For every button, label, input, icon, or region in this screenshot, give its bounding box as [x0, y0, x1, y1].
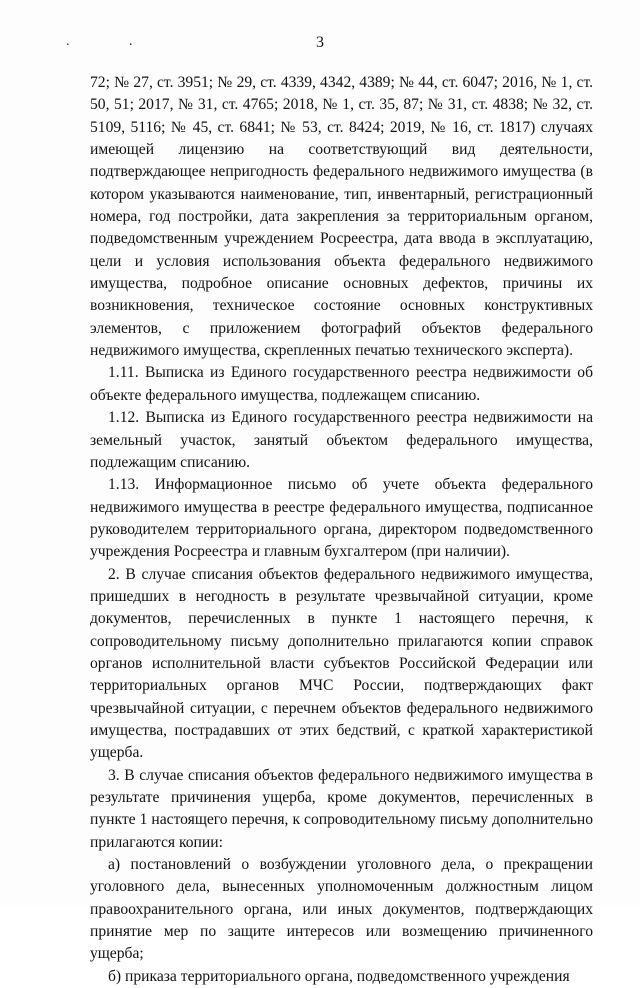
- scan-marks: . .: [66, 34, 161, 49]
- document-body: [90, 72, 593, 988]
- paragraph-continuation: 72; № 27, ст. 3951; № 29, ст. 4339, 4342, 4389; № 44, ст. 6047; 2016, № 1, ст. 50, 51; 2017, № 31, ст. 4765; 2018, № 1, ст. 35, 87; № 31, ст. 4838; № 32, ст. 5109, 5116; № 45, ст. 6841; № 53, ст. 8424; 2019, № 16, ст. 1817) случаях имеющей лицензию на соответствующий вид деятельности, подтверждающее непригодность федерального недвижимого имущества (в котором указываются наименование, тип, инвентарный, регистрационный номера, год постройки, дата закрепления за территориальным органом, подведомственным учреждением Росреестра, дата ввода в эксплуатацию, цели и условия использования объекта федерального недвижимого имущества, подробное описание основных дефектов, причины их возникновения, техническое состояние основных конструктивных элементов, с приложением фотографий объектов федерального недвижимого имущества, скрепленных печатью технического эксперта).: [90, 74, 593, 360]
- paragraph-3: 3. В случае списания объектов федерального недвижимого имущества в результате причинения ущерба, кроме документов, перечисленных в пункте 1 настоящего перечня, к сопроводительному письму дополнительно прилагаются копии:: [90, 766, 593, 851]
- paragraph-3-b: б) приказа территориального органа, подведомственного учреждения: [108, 967, 570, 985]
- page-number: 3: [316, 34, 324, 51]
- paragraph-1-11: 1.11. Выписка из Единого государственного реестра недвижимости об объекте федерального имущества, подлежащем списанию.: [90, 364, 593, 404]
- paragraph-3-a: а) постановлений о возбуждении уголовного дела, о прекращении уголовного дела, вынесенных уполномоченным должностным лицом правоохранительного органа, или иных документов, подтверждающих принятие мер по защите интересов или возмещению причиненного ущерба;: [90, 856, 593, 963]
- paragraph-1-12: 1.12. Выписка из Единого государственного реестра недвижимости на земельный участок, занятый объектом федерального имущества, подлежащим списанию.: [90, 409, 593, 471]
- paragraph-1-13: 1.13. Информационное письмо об учете объекта федерального недвижимого имущества в реестре федерального имущества, подписанное руководителем территориального органа, директором подведомственного учреждения Росреестра и главным бухгалтером (при наличии).: [90, 476, 593, 561]
- paragraph-2: 2. В случае списания объектов федерального недвижимого имущества, пришедших в негодность в результате чрезвычайной ситуации, кроме документов, перечисленных в пункте 1 настоящего перечня, к сопроводительному письму дополнительно прилагаются копии справок органов исполнительной власти субъектов Российской Федерации или территориальных органов МЧС России, подтверждающих факт чрезвычайной ситуации, с перечнем объектов федерального недвижимого имущества, пострадавших от этих бедствий, с краткой характеристикой ущерба.: [90, 565, 593, 762]
